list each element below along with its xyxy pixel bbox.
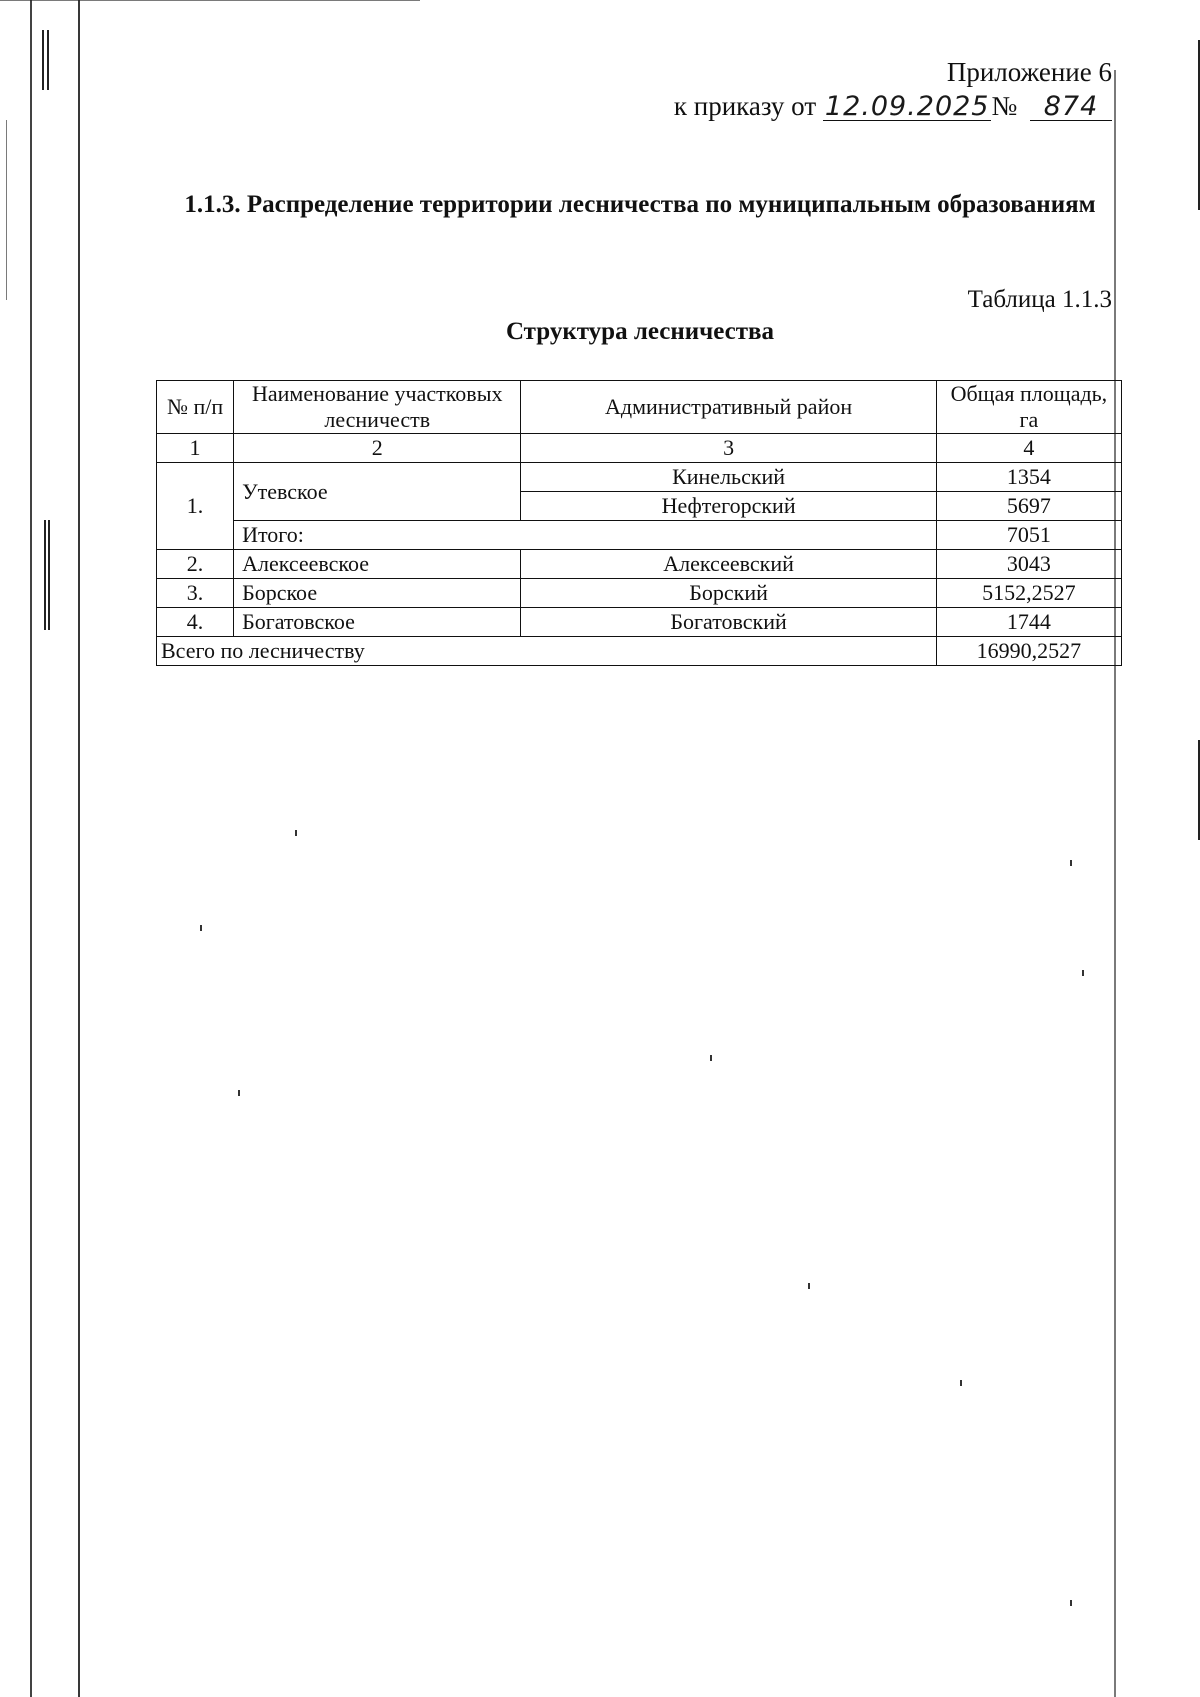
row-district: Борский xyxy=(521,579,936,608)
scan-artifact-line xyxy=(78,0,80,1697)
row-district: Нефтегорский xyxy=(521,492,936,521)
subtotal-row xyxy=(157,521,1122,550)
column-number: 1 xyxy=(157,434,234,463)
header-area: Общая площадь, га xyxy=(936,381,1121,434)
scan-speck xyxy=(808,1283,810,1289)
order-prefix: к приказу от xyxy=(673,91,817,121)
scan-artifact-line xyxy=(1114,70,1116,1697)
total-area: 16990,2527 xyxy=(936,637,1121,666)
handwritten-order-date: 12.09.2025 xyxy=(824,91,990,122)
appendix-title: Приложение 6 xyxy=(946,57,1112,87)
column-number: 4 xyxy=(936,434,1121,463)
subtotal-area: 7051 xyxy=(936,521,1121,550)
scan-speck xyxy=(960,1380,962,1386)
column-number: 3 xyxy=(521,434,936,463)
row-name: Алексеевское xyxy=(234,550,521,579)
row-area: 5152,2527 xyxy=(936,579,1121,608)
table-title: Структура лесничества xyxy=(505,318,775,345)
row-area: 1354 xyxy=(936,463,1121,492)
row-district: Богатовский xyxy=(521,608,936,637)
table-row xyxy=(157,579,1122,608)
scan-artifact-line xyxy=(42,30,44,90)
forestry-structure-table xyxy=(156,380,1122,666)
row-num: 2. xyxy=(157,550,234,579)
total-row xyxy=(157,637,1122,666)
number-sign: № xyxy=(991,91,1018,121)
appendix-header xyxy=(674,55,1112,123)
row-name: Богатовское xyxy=(234,608,521,637)
header-district: Административный район xyxy=(521,381,936,434)
table-row xyxy=(157,550,1122,579)
scan-speck xyxy=(1082,970,1084,976)
table-row xyxy=(157,463,1122,492)
header-name: Наименование участковых лесничеств xyxy=(234,381,521,434)
scan-speck xyxy=(710,1055,712,1061)
order-reference xyxy=(674,89,1112,123)
column-number: 2 xyxy=(234,434,521,463)
row-name: Утевское xyxy=(234,463,521,521)
table-row xyxy=(157,608,1122,637)
table-header-row xyxy=(157,381,1122,434)
scan-artifact-line xyxy=(47,30,49,90)
scan-speck xyxy=(1070,860,1072,866)
scan-speck xyxy=(238,1090,240,1096)
scan-speck xyxy=(1070,1600,1072,1606)
scan-artifact-line xyxy=(30,0,32,1697)
row-area: 1744 xyxy=(936,608,1121,637)
row-num: 3. xyxy=(157,579,234,608)
scan-artifact-line xyxy=(48,520,50,630)
subtotal-label: Итого: xyxy=(234,521,937,550)
table-label: Таблица 1.1.3 xyxy=(967,286,1112,313)
row-num: 1. xyxy=(157,463,234,550)
scan-artifact-line xyxy=(44,520,46,630)
row-area: 3043 xyxy=(936,550,1121,579)
row-num: 4. xyxy=(157,608,234,637)
row-district: Кинельский xyxy=(521,463,936,492)
scan-speck xyxy=(200,925,202,931)
scan-artifact-line xyxy=(0,0,420,1)
header-num: № п/п xyxy=(157,381,234,434)
section-title: 1.1.3. Распределение территории лесничества по муниципальным образованиям xyxy=(184,191,1096,218)
scan-speck xyxy=(295,830,297,836)
total-label: Всего по лесничеству xyxy=(157,637,937,666)
row-area: 5697 xyxy=(936,492,1121,521)
column-numbers-row xyxy=(157,434,1122,463)
row-name: Борское xyxy=(234,579,521,608)
row-district: Алексеевский xyxy=(521,550,936,579)
scan-artifact-line xyxy=(6,120,7,300)
handwritten-order-number: 874 xyxy=(1030,94,1112,121)
